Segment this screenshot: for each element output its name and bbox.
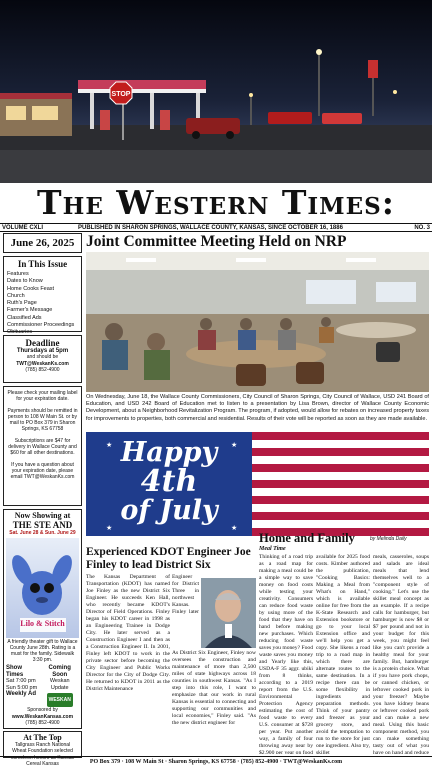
volume-label: VOLUME CXLI <box>2 225 44 231</box>
ad-schedule <box>6 665 79 707</box>
in-this-issue-box <box>3 256 82 336</box>
newspaper-title: The Western Times: <box>37 183 395 222</box>
kdot-column-2-top: Engineer for District Three in northwest Kansas. Finley later <box>172 574 199 615</box>
nrp-headline: Joint Committee Meeting Held on NRP <box>86 233 347 250</box>
weskan-logo: WESKAN <box>47 693 73 707</box>
ad-theater-name: THE STE AND <box>12 520 73 530</box>
gas-station-night-image <box>0 0 432 183</box>
kdot-column-1: The Kansas Department of Transportation (KDOT) has named Joe Finley as the new District Six Engineer. He succeeds Ken Hall, who recently became KDOT's Director of Field Operations. Finley began his KDOT career in 1998 as an Engineering Trainee in Dodge City. He later served as a Construction Engineer I and then as a Construction Engineer II. In 2001, Finley left KDOT to work in the private sector before becoming the City Engineer and Public Works Director for the City of Dodge City. He returned to KDOT in 2011 as the District Maintenance <box>86 574 170 692</box>
ad-sponsor: Sponsored by <box>27 707 58 714</box>
publication-line: PUBLISHED IN SHARON SPRINGS, WALLACE COUNTY, KANSAS, SINCE OCTOBER 16, 1886 <box>78 225 343 231</box>
svg-text:★: ★ <box>231 441 238 449</box>
info-subscriptions: Subscriptions are $47 for delivery in Wallace County and $60 for all other destinations. <box>8 437 77 457</box>
joe-finley-photo <box>201 578 256 648</box>
fourth-of-july-banner <box>86 432 429 536</box>
show-time-sat: Sat 7:00 pm <box>6 678 36 685</box>
info-question: If you have a question about your expiration date, please email TWT@WeskanKs.com <box>10 461 75 481</box>
issue-number: NO. 3 <box>414 225 430 231</box>
nrp-photo-caption: On Wednesday, June 18, the Wallace County Commissioners, City Council of Sharon Springs, City Council of Wallace, USD 241 Board of Education, and USD 242 Board of Education met to listen to a presentation by Lisa Brown, director of Wallace County Economic Development, about a Neighborhood Revitalization Program. The program, if adopted, would allow for rebates on increased property taxes for improvements to properties, both commercial and residential. Results of their vote will be reported as soon as they are made available. <box>86 394 429 422</box>
ad-caption: A friendly theater gift to Wallace County June 28th. Rating is a must for the family. Sidewalk 3:30 pm. <box>7 639 78 664</box>
at-the-top-box <box>3 731 82 767</box>
movie-title: Lilo & Stitch <box>20 619 65 629</box>
svg-text:★: ★ <box>106 441 113 449</box>
ad-now-showing: Now Showing at <box>14 511 71 520</box>
weekly-ad-label: Weekly Ad <box>6 691 37 698</box>
deadline-day: Thursdays at 5pm <box>16 348 69 354</box>
at-the-top-text: Tallgrass Ranch National Wheat Foundation selected comeleon honors as Kansas Cereal Kansas <box>10 742 75 767</box>
front-photo <box>0 0 432 183</box>
show-time-sun: Sun 5:00 pm <box>6 684 38 691</box>
july-line-of-july: of July <box>120 495 218 526</box>
home-family-subhead: Meal Time <box>259 546 286 552</box>
masthead-info-bar <box>0 223 432 232</box>
meeting-photo <box>86 252 429 392</box>
july-line-4th: 4th <box>140 464 198 499</box>
subscription-info-box <box>3 386 82 506</box>
issue-item: Church <box>7 292 25 299</box>
issue-item: Farmer's Message <box>7 307 53 314</box>
issue-item: Home Cooks Feast <box>7 285 55 292</box>
home-column-3: meals, casseroles, soups and salads are ideal meals that lend themselves well to a "component style of cooking." Let's use the skillet meal concept as an example. If a recipe calls for hamburger, but hamburger is now $8 or $7 per pound and not in your budget for this week, you might feel like you can't provide a healthy meal for your family. But, hamburger is a protein choice. What if you have pork chops, or canned chicken, or leftover cooked pork in your freezer? Maybe you have kidney beans or leftover cooked pork and can make a new meal. Using this basic component method, you can make something tasty out of what you have on hand and reduce <box>373 554 429 754</box>
in-this-issue-title: In This Issue <box>17 259 68 269</box>
meeting-room-image <box>86 252 429 392</box>
svg-text:★: ★ <box>106 524 113 532</box>
movie-ad-box <box>3 509 82 729</box>
home-column-2: available for 2025 food costs. Kimber authored the publication, "Cooking Basics: Making a Meal from What's on Hand," which is available online for free from the K-State Research and Extension bookstore or go to your local Extension office and we'll help you get a copy. She likens a road trip to a road map in which there are alternate routes to the same destination. In a recipe there can be some flexibility in ingredients and preparation methods. Think of your pantry and freezer as your grocery store, and avoid the temptation to run to the store for just one ingredient. Also try, skillet <box>316 554 370 754</box>
deadline-email: TWT@WeskanKs.com <box>16 360 69 367</box>
issue-item: Obituaries <box>7 329 33 336</box>
kdot-column-2: As District Six Engineer, Finley now oversees the construction and maintenance of more than 2,500 miles of state highways across 18 counties in southwest Kansas. "As I step into this role, I want to emphasize that our work in rural Kansas is essential to connecting and supporting our communities and local economies," Finley said. "As the new district engineer for <box>172 650 256 726</box>
issue-item: Dates to Know <box>7 278 43 285</box>
ad-dates: Sat. June 28 & Sun. June 29 <box>9 530 76 536</box>
movie-poster <box>6 538 79 638</box>
issue-item: Features <box>7 271 29 277</box>
ad-website: www.WeskanKansas.com <box>11 713 74 720</box>
stop-sign-text: STOP <box>111 91 131 98</box>
issue-item: Commissioner Proceedings <box>7 322 75 329</box>
home-column-1: Thinking of a road trip as a road map for making a meal could be a simple way to save money on food costs while testing your creativity. Consumers can reduce food waste by using more of the food that they have on hand before making new purchases. Which reducing food waste saves you money? Food waste saves you money and Yearly like this, USDA-F 35 aggr. ubiki from 8 thinks, according to a 2019 report from the U.S. Environmental Protection Agency estimating the cost of food waste to every U.S. consumer at $728 per year. Put another way, a family of four throwing away near by $2,900 per year on food <box>259 554 313 754</box>
page-footer: PO Box 379 · 108 W Main St · Sharon Springs, KS 67758 · (785) 852-4900 · TWT@WeskanKs.com <box>0 756 432 767</box>
home-family-byline: by Melinda Daily <box>370 536 407 542</box>
show-times-label: Show Times <box>6 665 24 678</box>
deadline-text: and should be <box>26 354 59 361</box>
info-payments: Payments should be remitted in person to 108 W Main St. or by mail to PO Box 379 in Sharon Springs, KS 67758 <box>7 407 78 433</box>
kdot-headline: Experienced KDOT Engineer Joe Finley to lead District Six <box>86 546 251 571</box>
ad-phone: (785) 852-4900 <box>25 719 60 726</box>
issue-item: Ruth's Page <box>7 300 37 307</box>
deadline-phone: (785) 852-4900 <box>25 366 60 373</box>
coming-soon-label: Coming Soon <box>48 665 71 678</box>
in-this-issue-list <box>7 271 78 337</box>
issue-item: Classified Ads <box>7 314 42 321</box>
at-the-top-title: At The Top <box>23 733 62 742</box>
deadline-box <box>3 335 82 383</box>
july-line-happy: Happy <box>120 437 218 468</box>
info-expiration: Please check your mailing label for your expiration date. <box>7 390 78 403</box>
coming-soon-title: Weskan Update <box>49 678 70 691</box>
portrait-image <box>201 578 256 648</box>
home-family-headline: Home and Family <box>259 531 355 545</box>
svg-text:★: ★ <box>231 524 238 532</box>
masthead <box>0 183 432 223</box>
deadline-title: Deadline <box>25 338 60 348</box>
issue-date: June 26, 2025 <box>3 233 82 253</box>
